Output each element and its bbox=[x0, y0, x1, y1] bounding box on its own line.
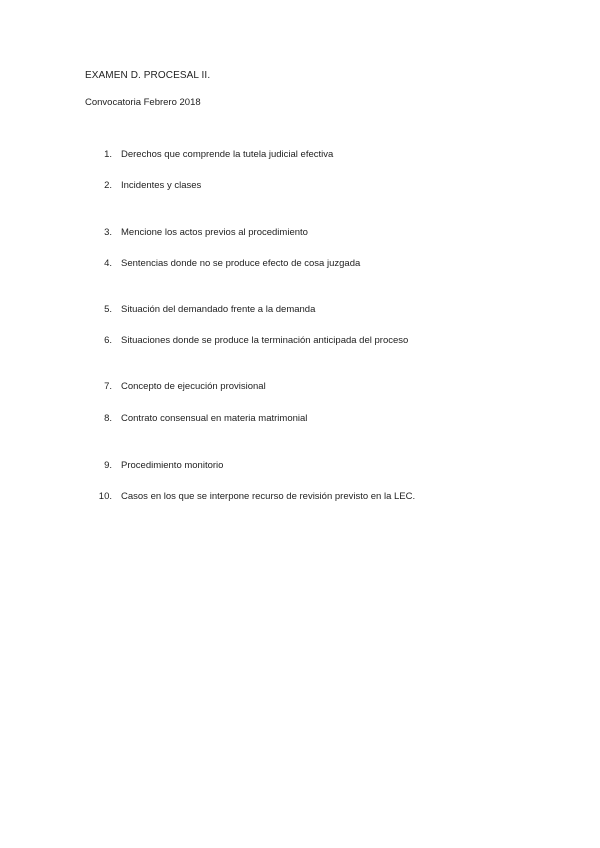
question-number-7: 7. bbox=[104, 381, 112, 392]
question-number-2: 2. bbox=[104, 180, 112, 191]
question-text-6: Situaciones donde se produce la terminación anticipada del proceso bbox=[121, 335, 409, 346]
question-number-6: 6. bbox=[104, 335, 112, 346]
question-text-10: Casos en los que se interpone recurso de revisión previsto en la LEC. bbox=[121, 491, 416, 502]
exam-title: EXAMEN D. PROCESAL II. bbox=[85, 70, 211, 81]
question-text-1: Derechos que comprende la tutela judicial efectiva bbox=[121, 149, 334, 160]
question-number-1: 1. bbox=[104, 149, 112, 160]
question-number-5: 5. bbox=[104, 304, 112, 315]
question-number-4: 4. bbox=[104, 258, 112, 269]
question-text-7: Concepto de ejecución provisional bbox=[121, 381, 266, 392]
question-text-9: Procedimiento monitorio bbox=[121, 460, 224, 471]
question-text-3: Mencione los actos previos al procedimiento bbox=[121, 227, 308, 238]
question-number-3: 3. bbox=[104, 227, 112, 238]
question-text-5: Situación del demandado frente a la demanda bbox=[121, 304, 316, 315]
question-text-8: Contrato consensual en materia matrimonial bbox=[121, 413, 308, 424]
question-number-9: 9. bbox=[104, 460, 112, 471]
question-number-10: 10. bbox=[98, 491, 112, 502]
exam-subtitle: Convocatoria Febrero 2018 bbox=[85, 97, 201, 108]
question-number-8: 8. bbox=[104, 413, 112, 424]
question-text-2: Incidentes y clases bbox=[121, 180, 202, 191]
question-text-4: Sentencias donde no se produce efecto de cosa juzgada bbox=[121, 258, 361, 269]
